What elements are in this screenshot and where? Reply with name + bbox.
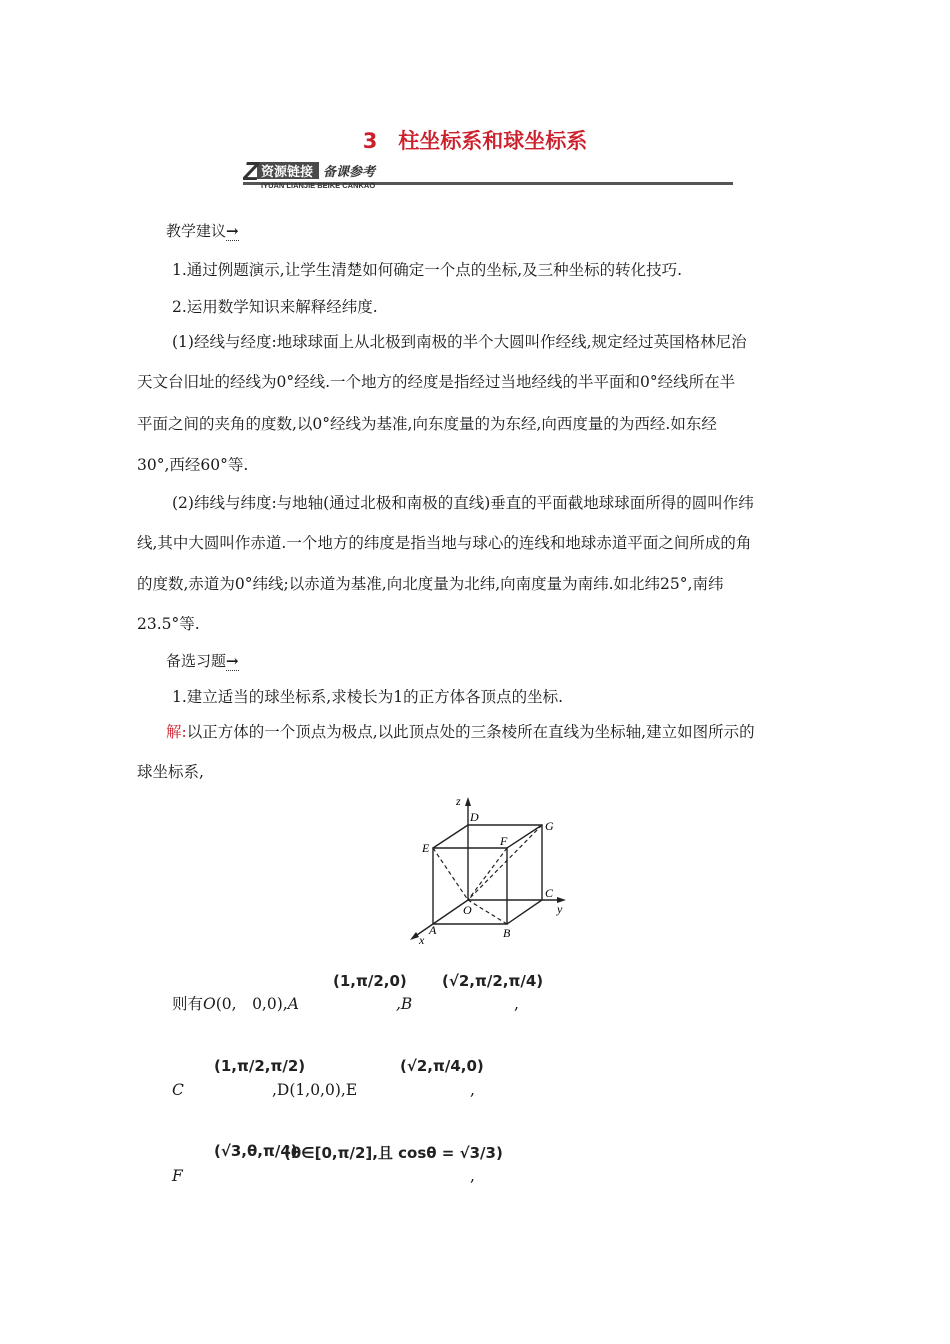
F-coordinate: (√3,θ,π/4) (214, 1142, 298, 1160)
label-y: y (557, 902, 563, 916)
section-teaching-label: 教学建议 (166, 222, 227, 240)
B-coordinate: (√2,π/2,π/4) (442, 972, 544, 990)
C-label: C (172, 1081, 184, 1099)
then-label: 则有 (172, 995, 204, 1013)
C-coordinate: (1,π/2,π/2) (214, 1057, 306, 1075)
banner-cn-text2: 备课参考 (323, 165, 376, 180)
label-O: O (463, 903, 472, 917)
page-title: 3 柱坐标系和球坐标系 (362, 129, 588, 153)
resource-banner (243, 158, 733, 188)
A-label: A (287, 995, 299, 1013)
label-D: D (470, 810, 479, 824)
B-label: ,B (396, 995, 413, 1013)
section-practice-label: 备选习题 (166, 652, 227, 670)
O-value: (0, 0,0), (215, 995, 288, 1013)
banner-cn-text: 资源链接 (261, 165, 314, 180)
para1-line1: (1)经线与经度:地球球面上从北极到南极的半个大圆叫作经线,规定经过英国格林尼治 (172, 333, 747, 351)
solution-text: 以正方体的一个顶点为极点,以此顶点处的三条棱所在直线为坐标轴,建立如图所示的 (186, 723, 755, 741)
arrow-icon: → (226, 652, 239, 670)
teaching-item-2: 2.运用数学知识来解释经纬度. (172, 298, 378, 316)
para1-line2: 天文台旧址的经线为0°经线.一个地方的经度是指经过当地经线的半平面和0°经线所在半 (137, 373, 736, 391)
arrow-icon: → (226, 222, 239, 240)
para2-line3: 的度数,赤道为0°纬线;以赤道为基准,向北度量为北纬,向南度量为南纬.如北纬25°,南纬 (137, 575, 724, 593)
para1-line3: 平面之间的夹角的度数,以0°经线为基准,向东度量的为东经,向西度量的为西经.如东经 (137, 415, 717, 433)
comma-3: , (470, 1167, 475, 1185)
F-label: F (172, 1167, 183, 1185)
para1-line4: 30°,西经60°等. (137, 456, 249, 474)
banner-pinyin: IYUAN LIANJIE BEIKE CANKAO (261, 181, 376, 188)
label-z: z (456, 794, 461, 808)
F-condition: (θ∈[0,π/2],且 cosθ = √3/3) (284, 1144, 503, 1162)
label-A: A (429, 923, 437, 937)
banner-z-letter: Z (243, 158, 259, 186)
A-coordinate: (1,π/2,0) (333, 972, 407, 990)
section-teaching (166, 220, 239, 241)
para2-line2: 线,其中大圆叫作赤道.一个地方的纬度是指当地与球心的连线和地球赤道平面之间所成的角 (137, 534, 752, 552)
O-label: O (203, 995, 216, 1013)
teaching-item-1: 1.通过例题演示,让学生清楚如何确定一个点的坐标,及三种坐标的转化技巧. (172, 261, 683, 279)
para2-line1: (2)纬线与纬度:与地轴(通过北极和南极的直线)垂直的平面截地球球面所得的圆叫作纬 (172, 494, 754, 512)
label-C: C (545, 886, 554, 900)
para2-line4: 23.5°等. (137, 615, 200, 633)
label-B: B (503, 926, 511, 940)
solution-line1 (166, 722, 842, 742)
coords-line1 (172, 994, 848, 1014)
cube-figure (405, 790, 575, 945)
section-practice (166, 650, 239, 671)
exercise-question-1: 1.建立适当的球坐标系,求棱长为1的正方体各顶点的坐标. (172, 688, 564, 706)
solution-label: 解: (166, 723, 187, 741)
E-coordinate: (√2,π/4,0) (400, 1057, 484, 1075)
label-F: F (500, 834, 508, 848)
label-G: G (545, 819, 554, 833)
label-x: x (419, 933, 425, 945)
D-coordinate-text: ,D(1,0,0),E (272, 1081, 358, 1099)
comma-1: , (514, 995, 519, 1013)
label-E: E (422, 841, 430, 855)
solution-line2: 球坐标系, (137, 763, 204, 781)
comma-2: , (470, 1081, 475, 1099)
